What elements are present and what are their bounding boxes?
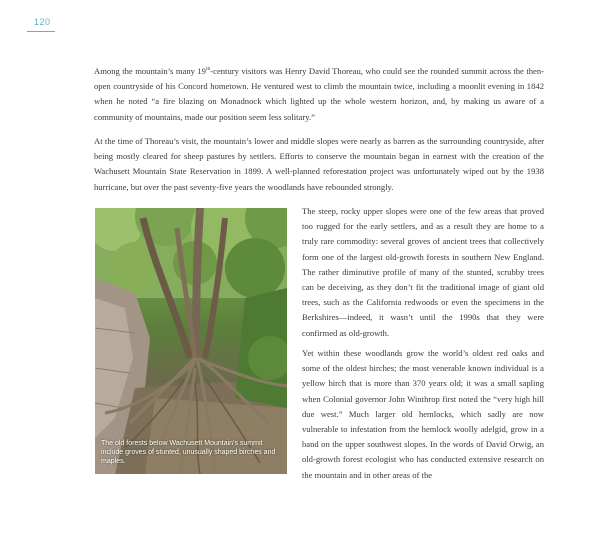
page-number-rule: [27, 31, 55, 32]
photo-caption: The old forests below Wachusett Mountain’s summit include groves of stunted, unusually shaped birches and maples.: [101, 440, 276, 465]
paragraph-oldest-trees: Yet within these woodlands grow the world’s oldest red oaks and some of the oldest birches; the most venerable known individual is a yellow birch that is more than 370 years old; it was a small sapling when Colonial governor John Winthrop first noted the “very high hill due west.” Much larger old hemlocks, which sadly are now vulnerable to infestation from the hemlock woolly adelgid, grow in a band on the upper southwest slopes. In the words of David Orwig, an old-growth forest ecologist who has conducted extensive research on the mountain and in other areas of the: [302, 348, 544, 480]
page-number: 120: [34, 17, 51, 27]
ordinal-superscript: th: [205, 66, 211, 73]
forest-illustration: [95, 208, 287, 474]
paragraph-thoreau-rest: -century visitors was Henry David Thoreau, who could see the rounded summit across the then-open countryside of his Concord hometown. He ventured west to climb the mountain twice, including a moonlit evening in 1842 when he noted “a fire blazing on Monadnock which lighted up the whole western horizon, and, by making us aware of a community of mountains, made our position seem less solitary.”: [94, 66, 544, 122]
paragraph-reforestation: At the time of Thoreau’s visit, the mountain’s lower and middle slopes were nearly as barren as the surrounding countryside, after being mostly cleared for sheep pastures by settlers. Efforts to conserve the mountain began in earnest with the creation of the Wachusett Mountain State Reservation in 1899. A well-planned reforestation project was unfortunately wiped out by the 1938 hurricane, but over the past seventy-five years the woodlands have rebounded strongly.: [94, 136, 544, 192]
paragraph-old-growth: The steep, rocky upper slopes were one of the few areas that proved too rugged for the early settlers, and as a result they are home to a truly rare commodity: several groves of ancient trees that collectively form one of the largest old-growth forests in southern New England. The rather diminutive profile of many of the stunted, scrubby trees can be deceiving, as they don’t fit the traditional image of giant old trees, such as the California redwoods or even the specimens in the Berkshires—indeed, it wasn’t until the 1990s that they were confirmed as old-growth.: [302, 206, 544, 338]
forest-photo: [95, 208, 287, 474]
paragraph-thoreau: [94, 64, 544, 125]
paragraph-thoreau-start: Among the mountain’s many 19: [94, 66, 206, 76]
